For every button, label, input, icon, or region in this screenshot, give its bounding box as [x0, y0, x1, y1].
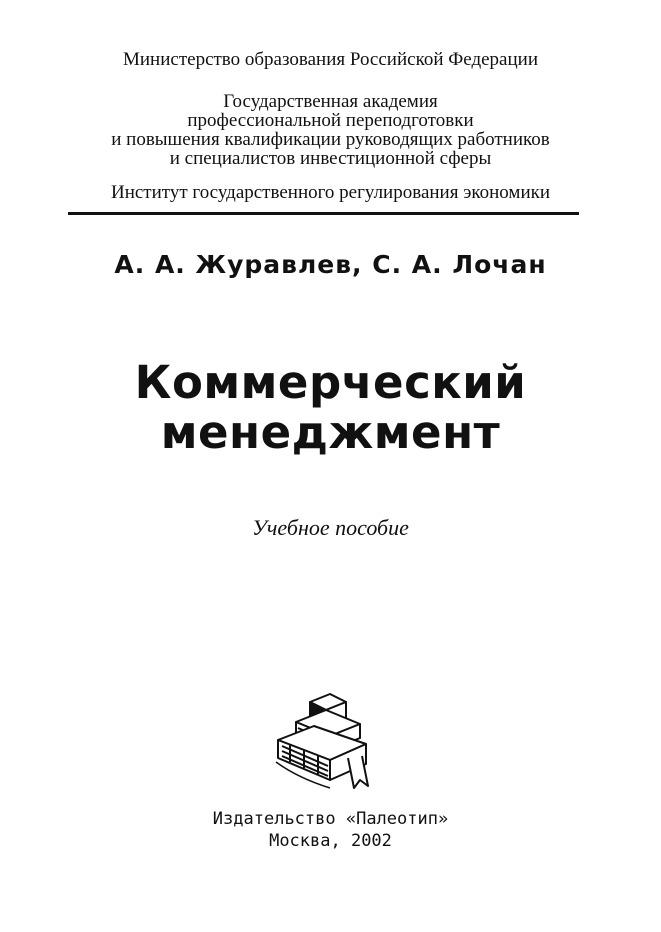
- books-stack-icon: [268, 688, 384, 802]
- institute-line: Институт государственного регулирования экономики: [110, 182, 551, 203]
- title-line-1: Коммерческий: [134, 356, 527, 409]
- header-divider: [68, 212, 579, 215]
- title-line-2: менеджмент: [160, 406, 501, 459]
- academy-line-1: Государственная академия: [223, 91, 438, 112]
- academy-line-4: и специалистов инвестиционной сферы: [169, 148, 492, 169]
- subtitle: Учебное пособие: [252, 515, 409, 540]
- academy-line-3: и повышения квалификации руководящих работников: [111, 129, 550, 150]
- academy-line-2: профессиональной переподготовки: [187, 110, 474, 131]
- authors: А. А. Журавлев, С. А. Лочан: [114, 250, 547, 279]
- publisher-name: Издательство «Палеотип»: [212, 809, 449, 829]
- ministry-line: Министерство образования Российской Федерации: [123, 49, 538, 70]
- publisher-city-year: Москва, 2002: [269, 831, 392, 851]
